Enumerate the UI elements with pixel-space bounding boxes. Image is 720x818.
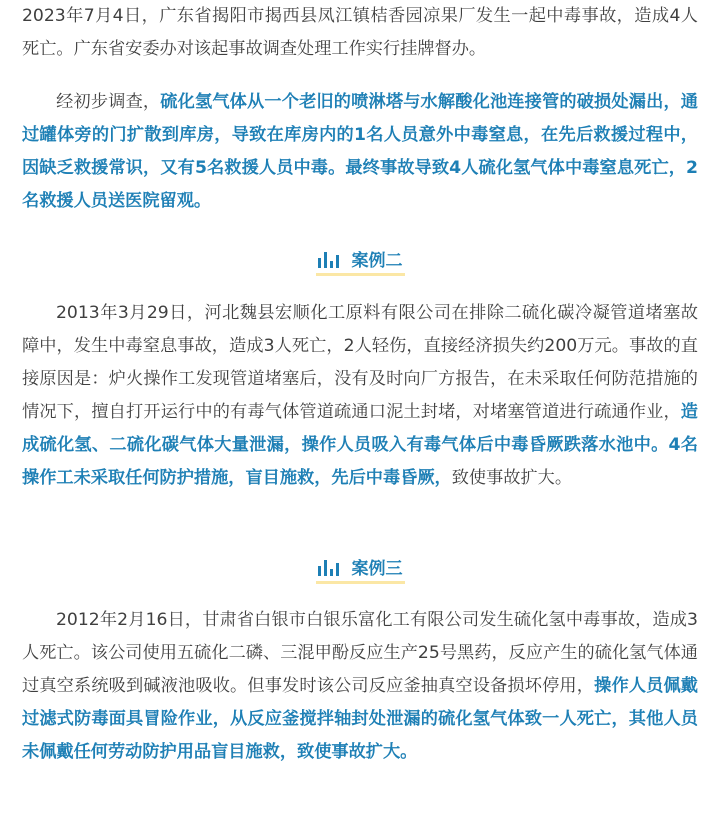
case2-lead: 2013年3月29日，河北魏县宏顺化工原料有限公司在排除二硫化碳冷凝管道堵塞故障中，发生中毒窒息事故，造成3人死亡，2人轻伤，直接经济损失约200万元。事故的直接原因是：炉火操作工发现管道堵塞后，没有及时向厂方报告，在未采取任何防范措施的情况下，擅自打开运行中的有毒气体管道疏通口泥土封堵，对堵塞管道进行疏通作业，: [22, 303, 698, 422]
case1-text: 2023年7月4日，广东省揭阳市揭西县凤江镇桔香园凉果厂发生一起中毒事故，造成4人死亡。广东省安委办对该起事故调查处理工作实行挂牌督办。: [22, 6, 698, 59]
case3-heading: [0, 554, 720, 588]
case3-highlight: 操作人员佩戴过滤式防毒面具冒险作业，从反应釜搅拌轴封处泄漏的硫化氢气体致一人死亡，其他人员未佩戴任何劳动防护用品盲目施救，致使事故扩大。: [22, 676, 698, 762]
case2-tail: 致使事故扩大。: [451, 468, 573, 488]
case2-title: 案例二: [351, 251, 403, 271]
case2-highlight: 造成硫化氢、二硫化碳气体大量泄漏，操作人员吸入有毒气体后中毒昏厥跌落水池中。4名操作工未采取任何防护措施，盲目施救，先后中毒昏厥，: [22, 402, 698, 488]
bar-chart-icon: [318, 250, 344, 268]
case1-highlight: 硫化氢气体从一个老旧的喷淋塔与水解酸化池连接管的破损处漏出，通过罐体旁的门扩散到库房，导致在库房内的1名人员意外中毒窒息，在先后救援过程中，因缺乏救援常识，又有5名救援人员中毒。最终事故导致4人硫化氢气体中毒窒息死亡，2名救援人员送医院留观。: [22, 92, 698, 211]
case1-paragraph-1: [22, 0, 698, 66]
case3-lead: 2012年2月16日，甘肃省白银市白银乐富化工有限公司发生硫化氢中毒事故，造成3人死亡。该公司使用五硫化二磷、三混甲酚反应生产25号黑药，反应产生的硫化氢气体通过真空系统吸到碱液池吸收。但事发时该公司反应釜抽真空设备损坏停用，: [22, 610, 698, 696]
case3-title: 案例三: [351, 559, 403, 579]
case1-paragraph-2: [22, 86, 698, 218]
case2-underline: [316, 273, 405, 276]
bar-chart-icon: [318, 558, 344, 576]
case2-heading: [0, 246, 720, 280]
case2-paragraph: [22, 297, 698, 495]
case3-underline: [316, 581, 405, 584]
case1-lead: 经初步调查，: [56, 92, 161, 112]
case3-paragraph: [22, 604, 698, 769]
